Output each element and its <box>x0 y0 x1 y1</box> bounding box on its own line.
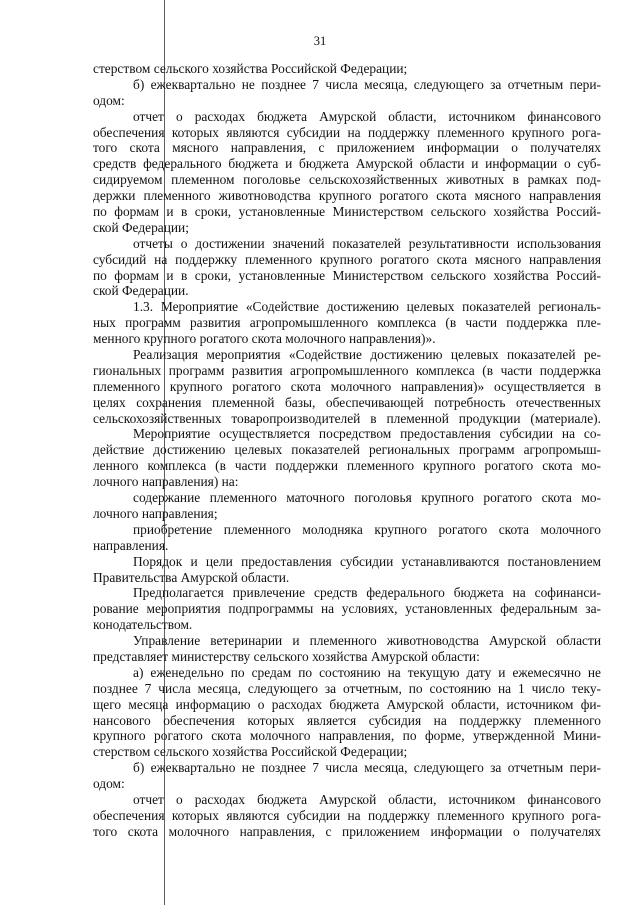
text-line: сидируемом племенном поголовье сельскохозяйственных животных в рамках под- <box>93 172 601 188</box>
text-line: обеспечения которых являются субсидии на поддержку племенного крупного рога- <box>93 807 601 823</box>
text-line: обеспечения которых являются субсидии на поддержку племенного крупного рога- <box>93 124 601 140</box>
text-line: держки племенного животноводства крупного рогатого скота мясного направления <box>93 188 601 204</box>
text-line: Правительства Амурской области. <box>93 569 290 585</box>
text-line: отчеты о достижении значений показателей результативности использования <box>133 235 601 251</box>
text-line: Управление ветеринарии и племенного животноводства Амурской области <box>133 633 601 649</box>
text-line: а) еженедельно по средам по состоянию на текущую дату и ежемесячно не <box>133 664 601 680</box>
text-line: ской Федерации. <box>93 283 189 299</box>
text-line: рование мероприятия подпрограммы на условиях, установленных федеральным за- <box>93 601 601 617</box>
text-line: стерством сельского хозяйства Российской Федерации; <box>93 744 408 760</box>
text-line: 1.3. Мероприятие «Содействие достижению целевых показателей региональ- <box>133 299 601 315</box>
text-line: представляет министерству сельского хозяйства Амурской области: <box>93 648 480 664</box>
text-line: сельскохозяйственных товаропроизводителей в племенной продукции (материале). <box>93 410 601 426</box>
text-line: по формам и в сроки, установленные Министерством сельского хозяйства Россий- <box>93 204 601 220</box>
text-line: гиональных программ развития агропромышленного комплекса (в части поддержка <box>93 362 601 378</box>
text-line: Порядок и цели предоставления субсидии устанавливаются постановлением <box>133 553 601 569</box>
text-line: ской Федерации; <box>93 219 189 235</box>
text-line: лочного направления; <box>93 505 218 521</box>
text-line: направления. <box>93 537 169 553</box>
text-line: одом: <box>93 776 125 792</box>
text-line: средств федерального бюджета и бюджета Амурской области и информации о суб- <box>93 156 601 172</box>
text-line: Реализация мероприятия «Содействие достижению целевых показателей ре- <box>133 347 601 363</box>
text-line: по формам и в сроки, установленные Министерством сельского хозяйства Россий- <box>93 267 601 283</box>
text-line: племенного крупного рогатого скота молочного направления)» осуществляется в <box>93 378 601 394</box>
text-line: одом: <box>93 92 125 108</box>
text-line: ных программ развития агропромышленного комплекса (в части поддержка пле- <box>93 315 601 331</box>
text-line: конодательством. <box>93 617 193 633</box>
text-line: субсидий на поддержку племенного крупного рогатого скота мясного направления <box>93 251 601 267</box>
text-line: отчет о расходах бюджета Амурской области, источником финансового <box>133 108 601 124</box>
text-line: приобретение племенного молодняка крупного рогатого скота молочного <box>133 521 601 537</box>
text-line: отчет о расходах бюджета Амурской области, источником финансового <box>133 791 601 807</box>
text-line: менного крупного рогатого скота молочного направления)». <box>93 331 436 347</box>
text-line: Предполагается привлечение средств федерального бюджета на софинанси- <box>133 585 601 601</box>
text-line: действие достижению целевых показателей региональных программ агропромыш- <box>93 442 601 458</box>
text-line: позднее 7 числа месяца, следующего за отчетным, по состоянию на 1 число теку- <box>93 680 601 696</box>
text-line: того скота мясного направления, с приложением информации о получателях <box>93 140 601 156</box>
text-line: того скота молочного направления, с приложением информации о получателях <box>93 823 601 839</box>
text-line: ленного комплекса (в части поддержки племенного крупного рогатого скота мо- <box>93 458 601 474</box>
text-line: щего месяца информацию о расходах бюджета Амурской области, источником фи- <box>93 696 601 712</box>
text-line: нансового обеспечения которых является субсидия на поддержку племенного <box>93 712 601 728</box>
text-line: лочного направления) на: <box>93 474 239 490</box>
text-line: Мероприятие осуществляется посредством предоставления субсидии на со- <box>133 426 601 442</box>
page-number: 31 <box>313 34 327 48</box>
text-line: крупного рогатого скота молочного направления, по форме, утвержденной Мини- <box>93 728 601 744</box>
text-line: содержание племенного маточного поголовья крупного рогатого скота мо- <box>133 490 601 506</box>
text-line: б) ежеквартально не позднее 7 числа месяца, следующего за отчетным пери- <box>133 760 601 776</box>
text-line: стерством сельского хозяйства Российской Федерации; <box>93 61 408 76</box>
body-text <box>93 61 601 840</box>
text-line: целях сохранения племенной базы, обеспечивающей потребность отечественных <box>93 394 601 410</box>
text-line: б) ежеквартально не позднее 7 числа месяца, следующего за отчетным пери- <box>133 76 601 92</box>
